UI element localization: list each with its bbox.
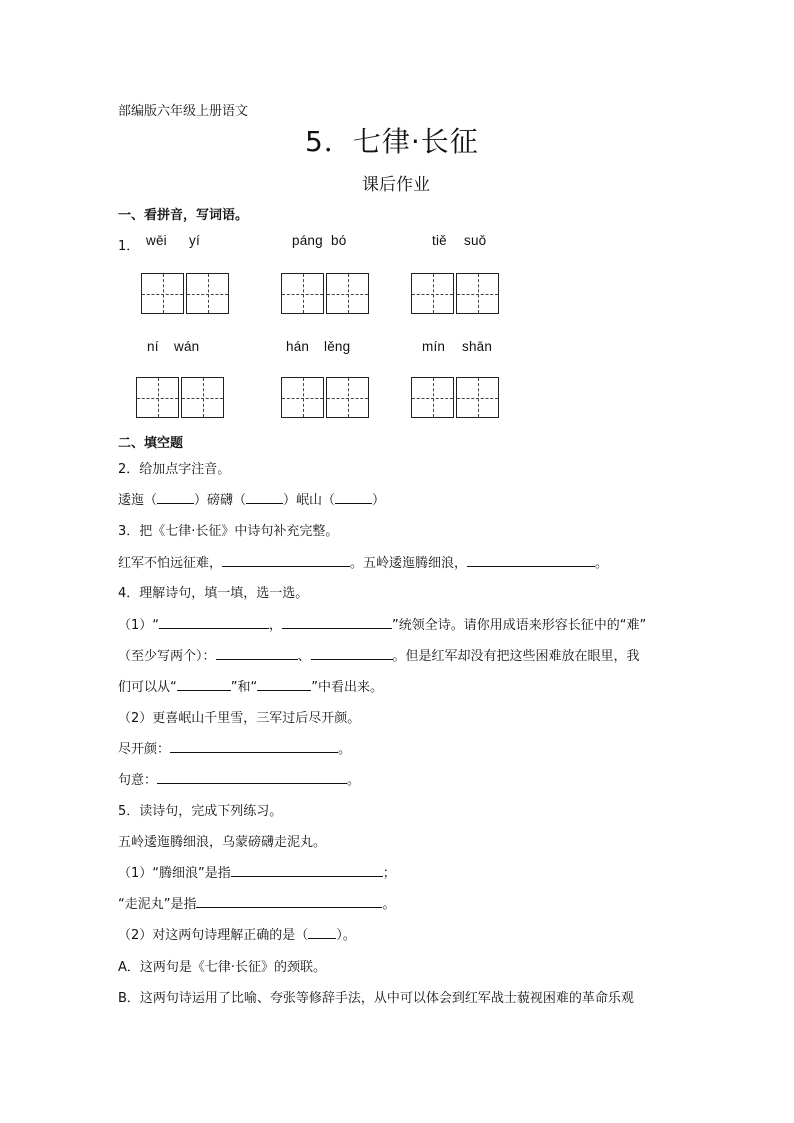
question-4: 4．理解诗句，填一填，选一选。 xyxy=(118,586,309,601)
answer-blank[interactable] xyxy=(216,646,298,660)
pinyin-syllable: lěng xyxy=(324,339,351,354)
q5-poem: 五岭逶迤腾细浪，乌蒙磅礴走泥丸。 xyxy=(118,835,327,850)
answer-blank[interactable] xyxy=(231,863,383,877)
punctuation: ）。 xyxy=(336,928,356,943)
q4-2-b-line xyxy=(118,769,360,788)
q4-2-a-line xyxy=(118,738,351,757)
q4-1-text: ”和“ xyxy=(230,680,258,695)
section2-heading: 二、填空题 xyxy=(118,436,184,451)
punctuation: 。 xyxy=(382,897,396,912)
pinyin-syllable: ní xyxy=(147,339,159,354)
q4-1-text: （至少写两个）： xyxy=(118,649,216,664)
page-title: 5．七律·长征 xyxy=(305,125,479,158)
pinyin-syllable: páng xyxy=(292,233,323,248)
page-subtitle: 课后作业 xyxy=(362,175,430,195)
writing-cell[interactable] xyxy=(181,377,224,418)
question-3: 3．把《七律·长征》中诗句补充完整。 xyxy=(118,524,339,539)
answer-blank[interactable] xyxy=(170,739,338,753)
q4-1-line2 xyxy=(118,645,640,664)
writing-grid[interactable] xyxy=(141,273,229,314)
answer-blank[interactable] xyxy=(222,553,350,567)
q4-1-prefix: （1）“ xyxy=(118,618,160,633)
pinyin-syllable: yí xyxy=(189,233,200,248)
writing-cell[interactable] xyxy=(136,377,179,418)
pinyin-syllable: suǒ xyxy=(464,233,487,248)
q2-answer-line xyxy=(118,489,385,508)
pinyin-syllable: mín xyxy=(422,339,446,354)
writing-cell[interactable] xyxy=(456,273,499,314)
q4-1-line3 xyxy=(118,676,383,695)
pinyin-syllable: hán xyxy=(286,339,310,354)
writing-grid[interactable] xyxy=(281,377,369,418)
q4-1-text: ”中看出来。 xyxy=(311,680,383,695)
answer-blank[interactable] xyxy=(157,490,194,504)
writing-cell[interactable] xyxy=(186,273,229,314)
punctuation: 、 xyxy=(297,649,311,664)
writing-cell[interactable] xyxy=(456,377,499,418)
q4-1-line1 xyxy=(118,614,646,633)
punctuation: 。 xyxy=(347,773,361,788)
writing-grid[interactable] xyxy=(281,273,369,314)
section1-heading: 一、看拼音，写词语。 xyxy=(118,208,249,223)
answer-blank[interactable] xyxy=(467,553,595,567)
option-b[interactable]: B．这两句诗运用了比喻、夸张等修辞手法，从中可以体会到红军战士藐视困难的革命乐观 xyxy=(118,991,634,1006)
poem-line: 红军不怕远征难， xyxy=(118,556,223,571)
q4-2-prompt: （2）更喜岷山千里雪，三军过后尽开颜。 xyxy=(118,711,361,726)
question-2: 2．给加点字注音。 xyxy=(118,462,231,477)
q2-word-a: 逶迤（ xyxy=(118,493,158,508)
poem-line: 。五岭逶迤腾细浪， xyxy=(350,556,468,571)
q5-1-text: （1）“腾细浪”是指 xyxy=(118,866,231,881)
answer-blank[interactable] xyxy=(159,615,269,629)
punctuation: 。 xyxy=(595,556,609,571)
q4-2-label: 尽开颜： xyxy=(118,742,171,757)
q2-word-b: ）磅礴（ xyxy=(194,493,247,508)
answer-blank[interactable] xyxy=(177,677,231,691)
writing-cell[interactable] xyxy=(326,377,369,418)
q2-word-c: ）岷山（ xyxy=(283,493,336,508)
answer-blank[interactable] xyxy=(246,490,283,504)
q4-1-text: 们可以从“ xyxy=(118,680,177,695)
q4-1-text: ”统领全诗。请你用成语来形容长征中的“难” xyxy=(392,618,647,633)
option-a[interactable]: A．这两句是《七律·长征》的颈联。 xyxy=(118,960,327,975)
q5-1-line xyxy=(118,862,396,881)
pinyin-syllable: wēi xyxy=(146,233,167,248)
writing-cell[interactable] xyxy=(326,273,369,314)
q4-2-label: 句意： xyxy=(118,773,158,788)
writing-cell[interactable] xyxy=(281,273,324,314)
answer-blank[interactable] xyxy=(257,677,311,691)
q4-1-text: 。但是红军却没有把这些困难放在眼里，我 xyxy=(392,649,640,664)
q3-answer-line xyxy=(118,552,608,571)
writing-cell[interactable] xyxy=(411,377,454,418)
answer-blank[interactable] xyxy=(308,925,336,939)
punctuation: ； xyxy=(382,866,396,881)
writing-grid[interactable] xyxy=(411,377,499,418)
q5-1b-line xyxy=(118,893,396,912)
pinyin-syllable: bó xyxy=(331,233,347,248)
writing-grid[interactable] xyxy=(411,273,499,314)
punctuation: 。 xyxy=(338,742,352,757)
series-label: 部编版六年级上册语文 xyxy=(118,104,249,119)
writing-cell[interactable] xyxy=(141,273,184,314)
punctuation: ， xyxy=(269,618,283,633)
answer-blank[interactable] xyxy=(311,646,393,660)
writing-cell[interactable] xyxy=(281,377,324,418)
pinyin-syllable: shān xyxy=(462,339,493,354)
q2-close: ） xyxy=(372,493,386,508)
q5-1-text: “走泥丸”是指 xyxy=(118,897,197,912)
answer-blank[interactable] xyxy=(335,490,372,504)
writing-grid[interactable] xyxy=(136,377,224,418)
answer-blank[interactable] xyxy=(282,615,392,629)
pinyin-syllable: wán xyxy=(174,339,200,354)
q5-2-text: （2）对这两句诗理解正确的是（ xyxy=(118,928,309,943)
q5-2-line xyxy=(118,924,356,943)
pinyin-syllable: tiě xyxy=(432,233,447,248)
answer-blank[interactable] xyxy=(157,770,347,784)
question-5: 5．读诗句，完成下列练习。 xyxy=(118,804,283,819)
q1-number: 1． xyxy=(118,239,140,254)
writing-cell[interactable] xyxy=(411,273,454,314)
answer-blank[interactable] xyxy=(196,894,382,908)
